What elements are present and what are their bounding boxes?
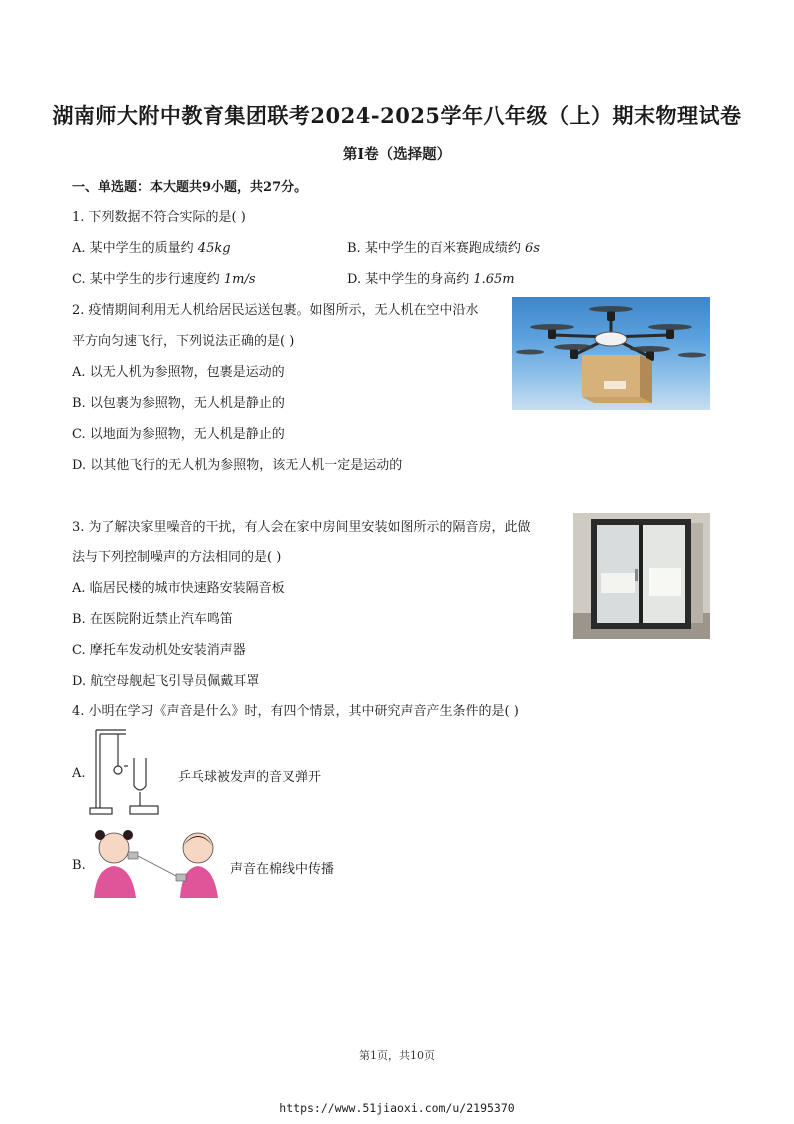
q1-option-b-math: 6s	[524, 241, 540, 256]
q1-option-c-math: 1m/s	[223, 272, 256, 287]
q4-option-b-label: B.	[72, 858, 86, 873]
q4-option-a-label: A.	[72, 766, 86, 781]
q3-option-d: D. 航空母舰起飞引导员佩戴耳罩	[72, 674, 260, 689]
q3-stem-line1: 3. 为了解决家里噪音的干扰，有人会在家中房间里安装如图所示的隔音房，此做	[72, 520, 531, 535]
section-heading: 一、单选题：本大题共9小题，共27分。	[72, 180, 308, 195]
q2-option-a: A. 以无人机为参照物，包裹是运动的	[72, 365, 285, 380]
q3-option-b: B. 在医院附近禁止汽车鸣笛	[72, 612, 233, 627]
q1-option-b-text: B. 某中学生的百米赛跑成绩约	[347, 241, 525, 256]
q1-option-c	[72, 268, 256, 287]
booth-illustration	[573, 513, 710, 639]
volume-subtitle: 第I卷（选择题）	[342, 146, 452, 163]
drone-delivery-photo	[512, 297, 710, 410]
page-footer: 第1页，共10页	[359, 1049, 435, 1062]
drone-illustration	[512, 297, 710, 410]
q1-option-d-math: 1.65m	[473, 272, 515, 287]
soundproof-booth-photo	[573, 513, 710, 639]
q1-option-a	[72, 237, 231, 256]
q2-option-c: C. 以地面为参照物，无人机是静止的	[72, 427, 285, 442]
q1-stem: 1. 下列数据不符合实际的是( )	[72, 210, 246, 225]
q4-option-b-text: 声音在棉线中传播	[230, 862, 335, 877]
q1-option-a-text: A. 某中学生的质量约	[72, 241, 198, 256]
q3-option-c: C. 摩托车发动机处安装消声器	[72, 643, 246, 658]
q1-option-b	[347, 237, 540, 256]
source-watermark[interactable]: https://www.51jiaoxi.com/u/2195370	[279, 1101, 515, 1115]
string-telephone-figure	[88, 826, 226, 902]
q4-option-a-text: 乒乓球被发声的音叉弹开	[178, 770, 322, 785]
q2-stem-line1: 2. 疫情期间利用无人机给居民运送包裹。如图所示，无人机在空中沿水	[72, 303, 479, 318]
exam-title: 湖南师大附中教育集团联考2024-2025学年八年级（上）期末物理试卷	[52, 103, 742, 128]
q2-stem-line2: 平方向匀速飞行，下列说法正确的是( )	[72, 334, 295, 349]
q1-option-d	[347, 268, 515, 287]
q4-stem: 4. 小明在学习《声音是什么》时，有四个情景，其中研究声音产生条件的是( )	[72, 704, 519, 719]
q2-option-b: B. 以包裹为参照物，无人机是静止的	[72, 396, 285, 411]
q1-option-c-text: C. 某中学生的步行速度约	[72, 272, 224, 287]
string-telephone-illustration	[88, 826, 226, 902]
q1-option-d-text: D. 某中学生的身高约	[347, 272, 474, 287]
q1-option-a-math: 45kg	[197, 241, 231, 256]
q2-option-d: D. 以其他飞行的无人机为参照物，该无人机一定是运动的	[72, 458, 403, 473]
tuning-fork-diagram	[88, 722, 170, 818]
tuning-fork-ping-pong-figure	[88, 722, 170, 818]
q3-stem-line2: 法与下列控制噪声的方法相同的是( )	[72, 550, 282, 565]
q3-option-a: A. 临居民楼的城市快速路安装隔音板	[72, 581, 285, 596]
